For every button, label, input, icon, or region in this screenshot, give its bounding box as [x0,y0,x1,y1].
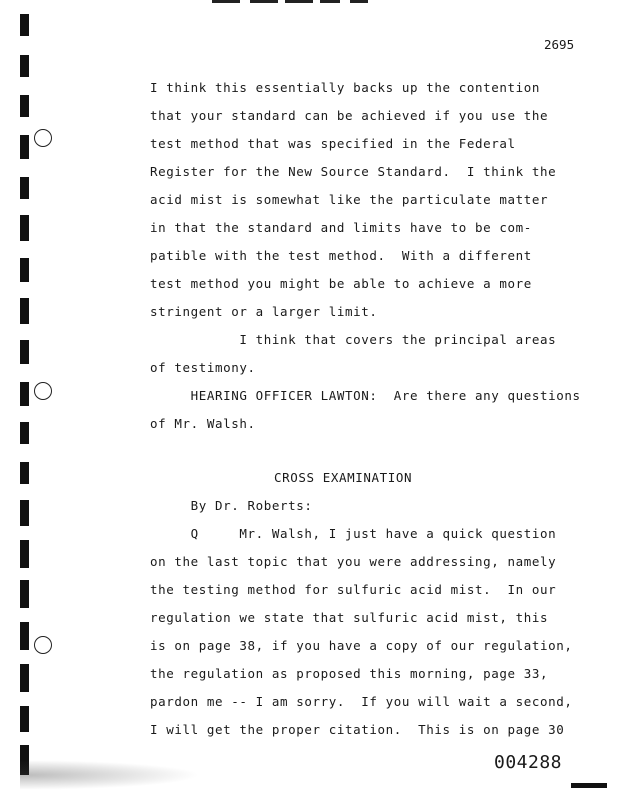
binding-mark [20,664,29,692]
text-line: I will get the proper citation. This is on page 30 [150,722,565,737]
text-line: pardon me -- I am sorry. If you will wait a second, [150,694,573,709]
text-line: on the last topic that you were addressing, namely [150,554,557,569]
text-line: that your standard can be achieved if you use the [150,108,549,123]
top-edge-rule [350,0,368,3]
text-line: patible with the test method. With a different [150,248,532,263]
text-line: acid mist is somewhat like the particulate matter [150,192,549,207]
text-line: the testing method for sulfuric acid mist. In our [150,582,557,597]
binding-mark [20,706,29,732]
binding-mark [20,215,29,241]
page-number: 2695 [544,37,575,52]
scan-smudge [20,760,200,790]
text-line: test method you might be able to achieve a more [150,276,532,291]
text-line: By Dr. Roberts: [150,498,313,513]
top-edge-rule [250,0,278,3]
text-line: I think this essentially backs up the contention [150,80,541,95]
bottom-edge-bar [571,783,607,788]
text-line: Q Mr. Walsh, I just have a quick question [150,526,557,541]
text-line: of testimony. [150,360,256,375]
binding-mark [20,382,29,406]
text-line: stringent or a larger limit. [150,304,378,319]
punch-hole [34,636,52,654]
binding-mark [20,580,29,608]
text-line: HEARING OFFICER LAWTON: Are there any questions [150,388,581,403]
binding-mark [20,422,29,444]
text-line: the regulation as proposed this morning, page 33, [150,666,549,681]
binding-mark [20,258,29,282]
top-edge-rule [212,0,240,3]
text-line: Register for the New Source Standard. I think the [150,164,557,179]
binding-mark [20,55,29,77]
text-line: of Mr. Walsh. [150,416,256,431]
binding-edge [14,0,44,800]
binding-mark [20,177,29,199]
binding-mark [20,298,29,324]
text-line: I think that covers the principal areas [150,332,557,347]
binding-mark [20,622,29,650]
text-line: is on page 38, if you have a copy of our regulation, [150,638,573,653]
binding-mark [20,135,29,159]
binding-mark [20,14,29,36]
text-line: test method that was specified in the Federal [150,136,516,151]
binding-mark [20,95,29,117]
binding-mark [20,340,29,364]
top-edge-rule [320,0,340,3]
section-heading: CROSS EXAMINATION [274,470,413,485]
document-id: 004288 [494,752,563,773]
binding-mark [20,540,29,568]
text-line: in that the standard and limits have to be com- [150,220,532,235]
binding-mark [20,500,29,526]
punch-hole [34,382,52,400]
binding-mark [20,462,29,484]
top-edge-rule [285,0,313,3]
text-line: regulation we state that sulfuric acid mist, this [150,610,549,625]
punch-hole [34,129,52,147]
